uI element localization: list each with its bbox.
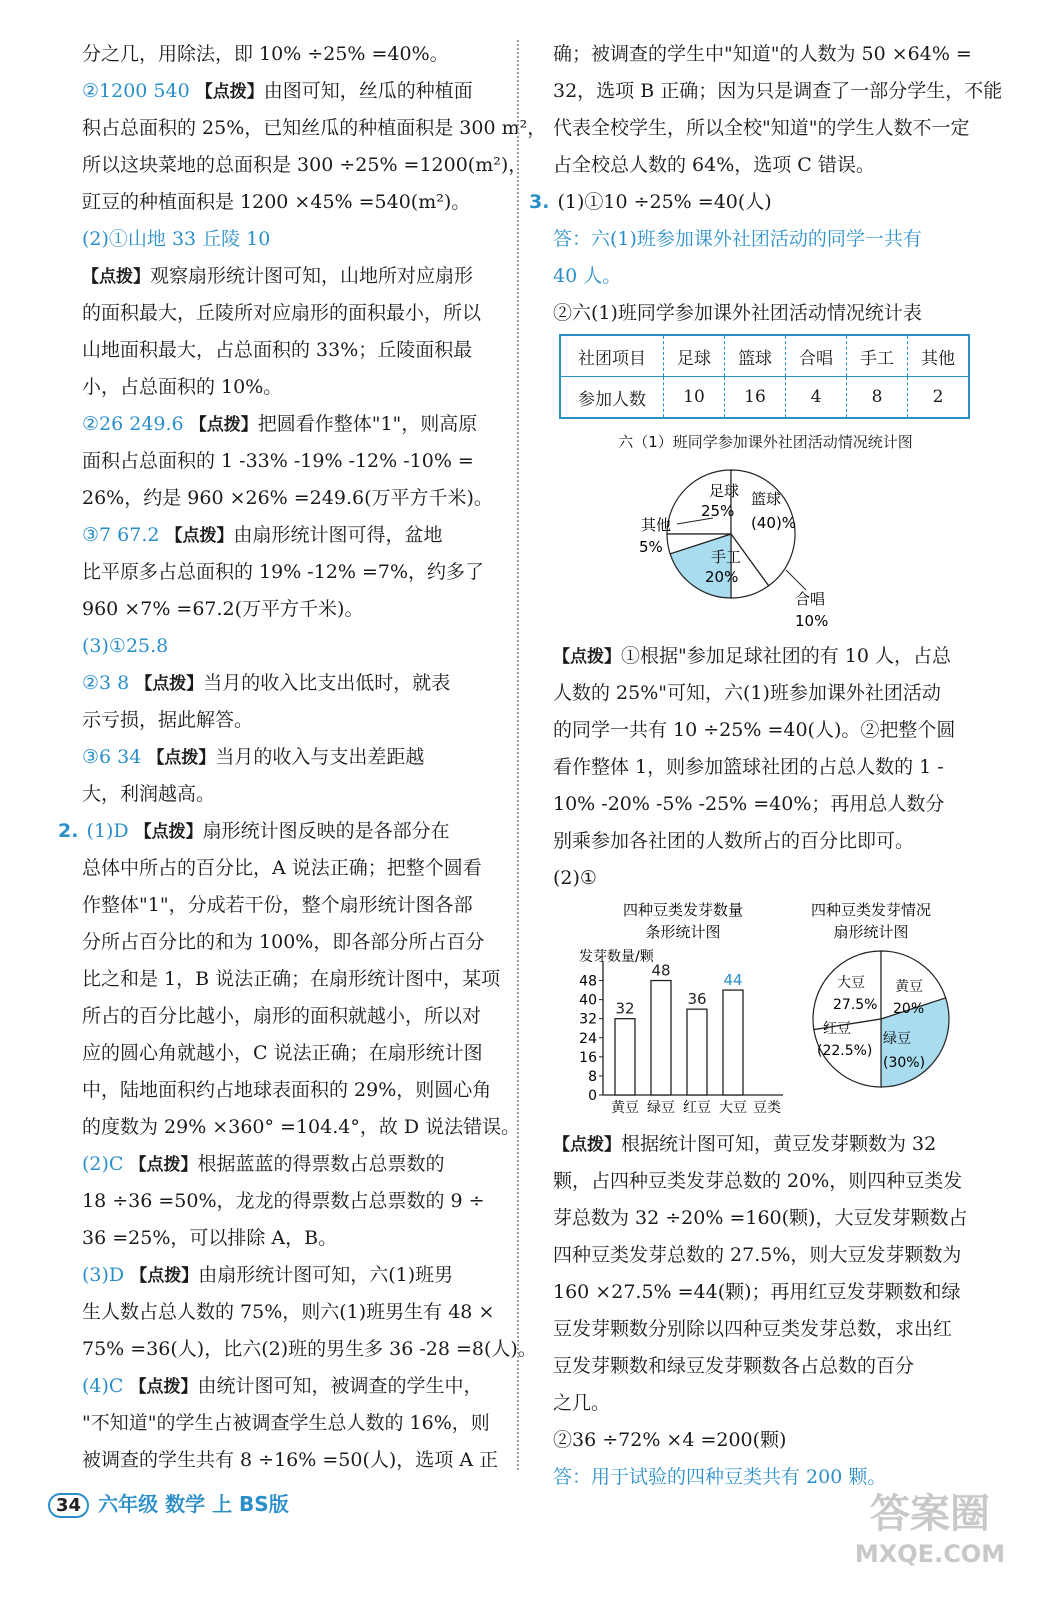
text-line [82,1294,502,1331]
text-line [82,258,502,295]
bean-pie-title-2: 扇形统计图 [833,923,909,941]
text-segment: (1)①10 ÷25% =40(人) [557,191,772,213]
text-line [82,1442,502,1479]
text-line [529,184,978,221]
text-segment: 豆发芽颗数和绿豆发芽颗数各占总数的百分 [553,1355,915,1377]
text-line [82,1220,502,1257]
book-title: 六年级 数学 上 BS版 [98,1492,289,1516]
text-segment: 面积占总面积的 1 -33% -19% -12% -10% = [82,450,474,472]
slice-pct-handcraft: 20% [705,568,739,586]
table-header-cell: 合唱 [786,335,847,377]
text-line [58,813,502,850]
slice-label-yellow: 黄豆 [895,979,923,995]
text-line [82,961,502,998]
text-line [82,1331,537,1368]
text-segment: ②26 249.6 [82,413,184,435]
text-segment: 积占总面积的 25%，已知丝瓜的种植面积是 300 m²， [82,117,547,139]
table-cell: 8 [847,377,908,419]
question-number: 2. [58,820,79,842]
text-segment: 36 =25%，可以排除 A，B。 [82,1227,338,1249]
text-segment: 确；被调查的学生中"知道"的人数为 50 ×64% = [553,43,972,65]
text-segment: 生人数占总人数的 75%，则六(1)班男生有 48 × [82,1301,495,1323]
text-segment: 作整体"1"，分成若干份，整个扇形统计图各部 [82,894,473,916]
text-segment: 观察扇形统计图可知，山地所对应扇形 [150,265,474,287]
table-header-cell: 手工 [847,335,908,377]
x-tick-label: 黄豆 [611,1100,639,1116]
text-segment: 四种豆类发芽总数的 27.5%，则大豆发芽颗数为 [553,1244,962,1266]
y-tick-label: 8 [588,1068,597,1085]
text-segment: 颗，占四种豆类发芽总数的 20%，则四种豆类发 [553,1170,963,1192]
text-line [553,1348,978,1385]
text-segment: 芽总数为 32 ÷20% =160(颗)，大豆发芽颗数占 [553,1207,968,1229]
right-bottom-text [553,1126,978,1496]
text-line [82,480,502,517]
hint-label: 【点拨】 [82,267,150,287]
y-tick-label: 48 [579,973,597,990]
hint-label: 【点拨】 [130,1266,199,1286]
page-number: 34 [48,1493,89,1518]
slice-pct-red: (22.5%) [817,1043,873,1059]
text-segment: (2)C [82,1153,124,1175]
text-line [82,1109,521,1146]
text-segment: 由扇形统计图可得，盆地 [233,524,443,546]
text-line [553,675,978,712]
hint-label: 【点拨】 [129,1155,198,1175]
text-line [553,110,978,147]
hint-label: 【点拨】 [134,822,203,842]
text-line [82,517,502,554]
text-segment: 75% =36(人)，比六(2)班的男生多 36 -28 =8(人)。 [82,1338,537,1360]
text-segment: 由统计图可知，被调查的学生中， [197,1375,483,1397]
leader-line-chorus [786,570,806,590]
text-segment: 的同学一共有 10 ÷25% =40(人)。②把整个圆 [553,719,956,741]
text-segment: 答：用于试验的四种豆类共有 200 颗。 [553,1466,887,1488]
hint-label: 【点拨】 [165,526,234,546]
slice-label-green: 绿豆 [883,1031,911,1047]
text-segment: 根据蓝蓝的得票数占总票数的 [197,1153,445,1175]
text-segment: 占全校总人数的 64%，选项 C 错误。 [553,154,875,176]
text-segment: 大，利润越高。 [82,783,216,805]
text-line [82,110,547,147]
text-segment: 当月的收入比支出低时，就表 [203,672,451,694]
bar-title-1: 四种豆类发芽数量 [622,901,744,919]
text-segment: 26%，约是 960 ×26% =249.6(万平方千米)。 [82,487,493,509]
text-segment: 的度数为 29% ×360° =104.4°，故 D 说法错误。 [82,1116,521,1138]
right-mid-text [553,638,978,897]
hint-label: 【点拨】 [553,1135,621,1155]
x-tick-label: 绿豆 [647,1100,675,1116]
text-line [82,591,502,628]
text-segment: 看作整体 1，则参加篮球社团的占总人数的 1 - [553,756,944,778]
text-segment: 160 ×27.5% =44(颗)；再用红豆发芽颗数和绿 [553,1281,961,1303]
text-line [82,73,502,110]
text-line [82,998,502,1035]
text-segment: 当月的收入与支出差距越 [215,746,425,768]
table-header-cell: 其他 [908,335,970,377]
bar-大豆 [723,990,743,1095]
text-segment: 分所占百分比的和为 100%，即各部分所占百分 [82,931,485,953]
hint-label: 【点拨】 [553,647,621,667]
slice-pct-football: 25% [701,502,735,520]
text-segment: 中，陆地面积约占地球表面积的 29%，则圆心角 [82,1079,492,1101]
hint-label: 【点拨】 [135,674,204,694]
text-line [82,776,502,813]
club-pie-title: 六（1）班同学参加课外社团活动情况统计图 [618,433,913,451]
text-segment: 豇豆的种植面积是 1200 ×45% =540(m²)。 [82,191,471,213]
text-line [82,702,502,739]
text-segment: 的面积最大，丘陵所对应扇形的面积最小，所以 [82,302,482,324]
bar-ylabel: 发芽数量/颗 [579,949,654,965]
text-segment: 豆发芽颗数分别除以四种豆类发芽总数，求出红 [553,1318,953,1340]
text-line [82,665,502,702]
right-top-text [529,36,1003,332]
slice-label-soy: 大豆 [837,975,865,991]
bar-红豆 [687,1009,707,1095]
hint-label: 【点拨】 [195,82,264,102]
text-line [553,147,978,184]
text-segment: ②1200 540 [82,80,190,102]
bar-title-2: 条形统计图 [645,923,721,941]
text-line [82,184,502,221]
text-line [553,712,978,749]
text-segment: ②3 8 [82,672,130,694]
text-line [82,739,502,776]
text-line [553,73,1003,110]
text-segment: 由图可知，丝瓜的种植面 [263,80,473,102]
text-segment: 10% -20% -5% -25% =40%；再用总人数分 [553,793,945,815]
bar-value-label: 32 [615,999,635,1018]
text-line [553,1200,978,1237]
text-segment: 答：六(1)班参加课外社团活动的同学一共有 [553,228,922,250]
slice-label-basketball: 篮球 [751,490,782,508]
table-cell: 4 [786,377,847,419]
bean-charts [553,897,978,1122]
watermark [845,1488,1015,1588]
text-segment: ①根据"参加足球社团的有 10 人，占总 [621,645,951,667]
slice-pct-green: (30%) [883,1055,926,1071]
slice-label-football: 足球 [709,482,740,500]
text-line [82,554,502,591]
column-divider [517,40,519,1470]
text-segment: 根据统计图可知，黄豆发芽颗数为 32 [621,1133,937,1155]
bean-pie-title-1: 四种豆类发芽情况 [810,901,932,919]
text-line [82,1368,502,1405]
table-header-cell: 篮球 [725,335,786,377]
text-segment: (3)D [82,1264,125,1286]
bar-value-label: 44 [723,971,743,990]
text-line [553,749,978,786]
bar-黄豆 [615,1019,635,1095]
text-line [553,1422,978,1459]
slice-label-chorus: 合唱 [795,590,826,608]
text-segment: 山地面积最大，占总面积的 33%；丘陵面积最 [82,339,473,361]
text-line [553,638,978,675]
text-line [553,823,978,860]
hint-label: 【点拨】 [189,415,258,435]
text-segment: (2)① [553,867,597,889]
slice-pct-yellow: 20% [893,1001,925,1017]
x-tick-label: 大豆 [719,1100,747,1116]
text-segment: 所以这块菜地的总面积是 300 ÷25% =1200(m²)， [82,154,528,176]
text-segment: 960 ×7% =67.2(万平方千米)。 [82,598,364,620]
y-tick-label: 32 [579,1011,597,1028]
slice-label-other: 其他 [641,516,672,534]
text-segment: ②36 ÷72% ×4 =200(颗) [553,1429,787,1451]
text-segment: 由扇形统计图可知，六(1)班男 [198,1264,454,1286]
slice-pct-chorus: 10% [795,612,829,630]
text-line [553,1385,978,1422]
slice-pct-other: 5% [639,538,663,556]
text-segment: "不知道"的学生占被调查学生总人数的 16%，则 [82,1412,490,1434]
text-segment: (3)①25.8 [82,635,169,657]
text-segment: 之几。 [553,1392,611,1414]
table-cell: 参加人数 [560,377,664,419]
left-column [58,36,547,1479]
slice-pct-soy: 27.5% [833,997,878,1013]
watermark-logo-text: 答案圈 [870,1491,990,1537]
text-line [82,1257,502,1294]
text-line [82,887,502,924]
text-line [82,1072,502,1109]
text-line [553,221,978,258]
text-segment: 18 ÷36 =50%，龙龙的得票数占总票数的 9 ÷ [82,1190,485,1212]
text-segment: 所占的百分比越小，扇形的面积就越小，所以对 [82,1005,482,1027]
slice-label-handcraft: 手工 [711,548,742,566]
right-column [529,36,1003,1496]
text-segment: ③7 67.2 [82,524,160,546]
slice-label-red: 红豆 [823,1021,851,1037]
text-segment: 代表全校学生，所以全校"知道"的学生人数不一定 [553,117,970,139]
table-cell: 10 [664,377,725,419]
club-stat-table [559,334,970,419]
text-line [82,1146,502,1183]
slice-pct-basketball: (40)% [751,514,797,532]
table-cell: 16 [725,377,786,419]
text-line [553,860,978,897]
bar-绿豆 [651,981,671,1095]
bar-value-label: 48 [651,961,671,980]
question-number: 3. [529,191,550,213]
table-header-cell: 社团项目 [560,335,664,377]
text-line [82,850,502,887]
text-line [82,406,502,443]
x-tick-label: 红豆 [683,1100,711,1116]
bar-xlabel: 豆类 [753,1100,781,1116]
text-segment: 总体中所占的百分比，A 说法正确；把整个圆看 [82,857,482,879]
text-line [553,258,978,295]
text-line [553,1311,978,1348]
text-segment: 40 人。 [553,265,622,287]
text-line [82,147,528,184]
text-line [82,332,502,369]
text-line [82,221,502,258]
y-tick-label: 40 [579,992,597,1009]
text-line [82,295,502,332]
text-segment: 32，选项 B 正确；因为只是调查了一部分学生，不能 [553,80,1003,102]
text-segment: ③6 34 [82,746,142,768]
text-line [82,924,502,961]
text-line [82,1405,502,1442]
text-segment: 把圆看作整体"1"，则高原 [257,413,478,435]
text-segment: ②六(1)班同学参加课外社团活动情况统计表 [553,302,922,324]
text-line [553,1274,978,1311]
text-line [82,1183,502,1220]
text-line [553,1237,978,1274]
text-line [82,369,502,406]
text-segment: 应的圆心角就越小，C 说法正确；在扇形统计图 [82,1042,483,1064]
text-line [82,628,502,665]
bar-value-label: 36 [687,990,707,1009]
text-segment: 比之和是 1，B 说法正确；在扇形统计图中，某项 [82,968,501,990]
text-line [553,1163,978,1200]
watermark-url: MXQE.COM [854,1540,1006,1568]
text-segment: (2)①山地 33 丘陵 10 [82,228,271,250]
club-pie-chart [553,452,978,632]
text-segment: 被调查的学生共有 8 ÷16% =50(人)，选项 A 正 [82,1449,499,1471]
text-line [82,36,502,73]
text-line [553,295,978,332]
text-segment: 别乘参加各社团的人数所占的百分比即可。 [553,830,915,852]
text-segment: (4)C [82,1375,124,1397]
y-tick-label: 16 [579,1049,597,1066]
y-tick-label: 0 [588,1088,597,1104]
text-segment: 示亏损，据此解答。 [82,709,254,731]
hint-label: 【点拨】 [129,1377,198,1397]
text-segment: 小，占总面积的 10%。 [82,376,283,398]
table-header-cell: 足球 [664,335,725,377]
text-segment: 分之几，用除法，即 10% ÷25% =40%。 [82,43,449,65]
y-tick-label: 24 [579,1030,597,1047]
page-footer [48,1488,289,1518]
text-line [553,36,978,73]
text-segment: 人数的 25%"可知，六(1)班参加课外社团活动 [553,682,941,704]
hint-label: 【点拨】 [147,748,216,768]
text-segment: 比平原多占总面积的 19% -12% =7%，约多了 [82,561,485,583]
text-line [82,443,502,480]
text-segment: (1)D [86,820,129,842]
text-line [82,1035,502,1072]
text-line [553,786,978,823]
table-cell: 2 [908,377,970,419]
text-line [553,1126,978,1163]
text-segment: 扇形统计图反映的是各部分在 [202,820,450,842]
